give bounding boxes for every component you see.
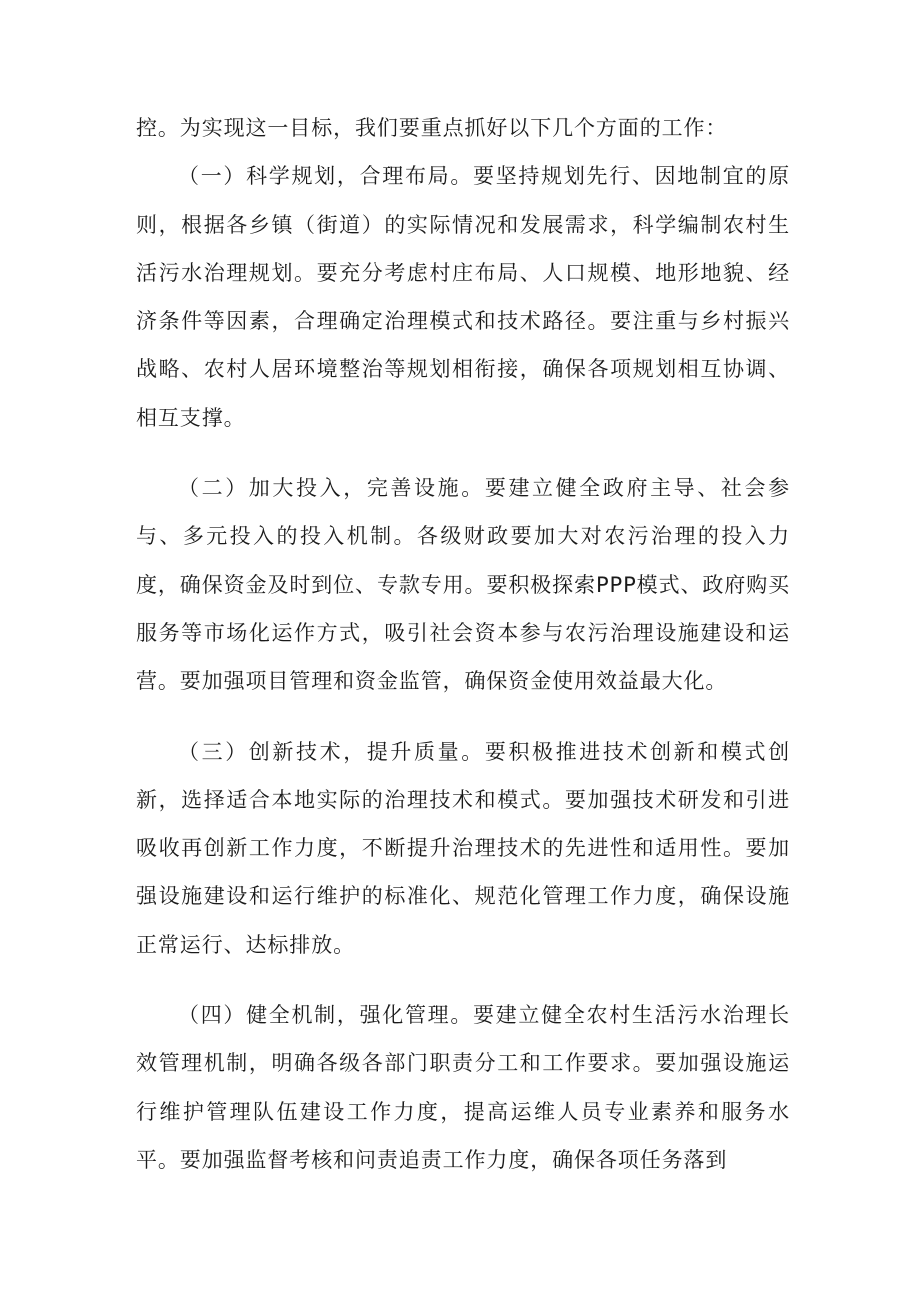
paragraph-continuation: 控。为实现这一目标，我们要重点抓好以下几个方面的工作： xyxy=(136,116,728,140)
document-body xyxy=(136,104,790,1184)
paragraph-section-3: （三）创新技术，提升质量。要积极推进技术创新和模式创新，选择适合本地实际的治理技术和模式。要加强技术研发和引进吸收再创新工作力度，不断提升治理技术的先进性和适用性。要加强设施建设和运行维护的标准化、规范化管理工作力度，确保设施正常运行、达标排放。 xyxy=(136,739,790,957)
paragraph-section-1: （一）科学规划，合理布局。要坚持规划先行、因地制宜的原则，根据各乡镇（街道）的实际情况和发展需求，科学编制农村生活污水治理规划。要充分考虑村庄布局、人口规模、地形地貌、经济条件等因素，合理确定治理模式和技术路径。要注重与乡村振兴战略、农村人居环境整治等规划相衔接，确保各项规划相互协调、相互支撑。 xyxy=(136,164,790,430)
paragraph-section-4: （四）健全机制，强化管理。要建立健全农村生活污水治理长效管理机制，明确各级各部门职责分工和工作要求。要加强设施运行维护管理队伍建设工作力度，提高运维人员专业素养和服务水平。要加强监督考核和问责追责工作力度，确保各项任务落到 xyxy=(136,1003,790,1172)
paragraph-section-2: （二）加大投入，完善设施。要建立健全政府主导、社会参与、多元投入的投入机制。各级财政要加大对农污治理的投入力度，确保资金及时到位、专款专用。要积极探索PPP模式、政府购买服务等市场化运作方式，吸引社会资本参与农污治理设施建设和运营。要加强项目管理和资金监管，确保资金使用效益最大化。 xyxy=(136,476,790,694)
